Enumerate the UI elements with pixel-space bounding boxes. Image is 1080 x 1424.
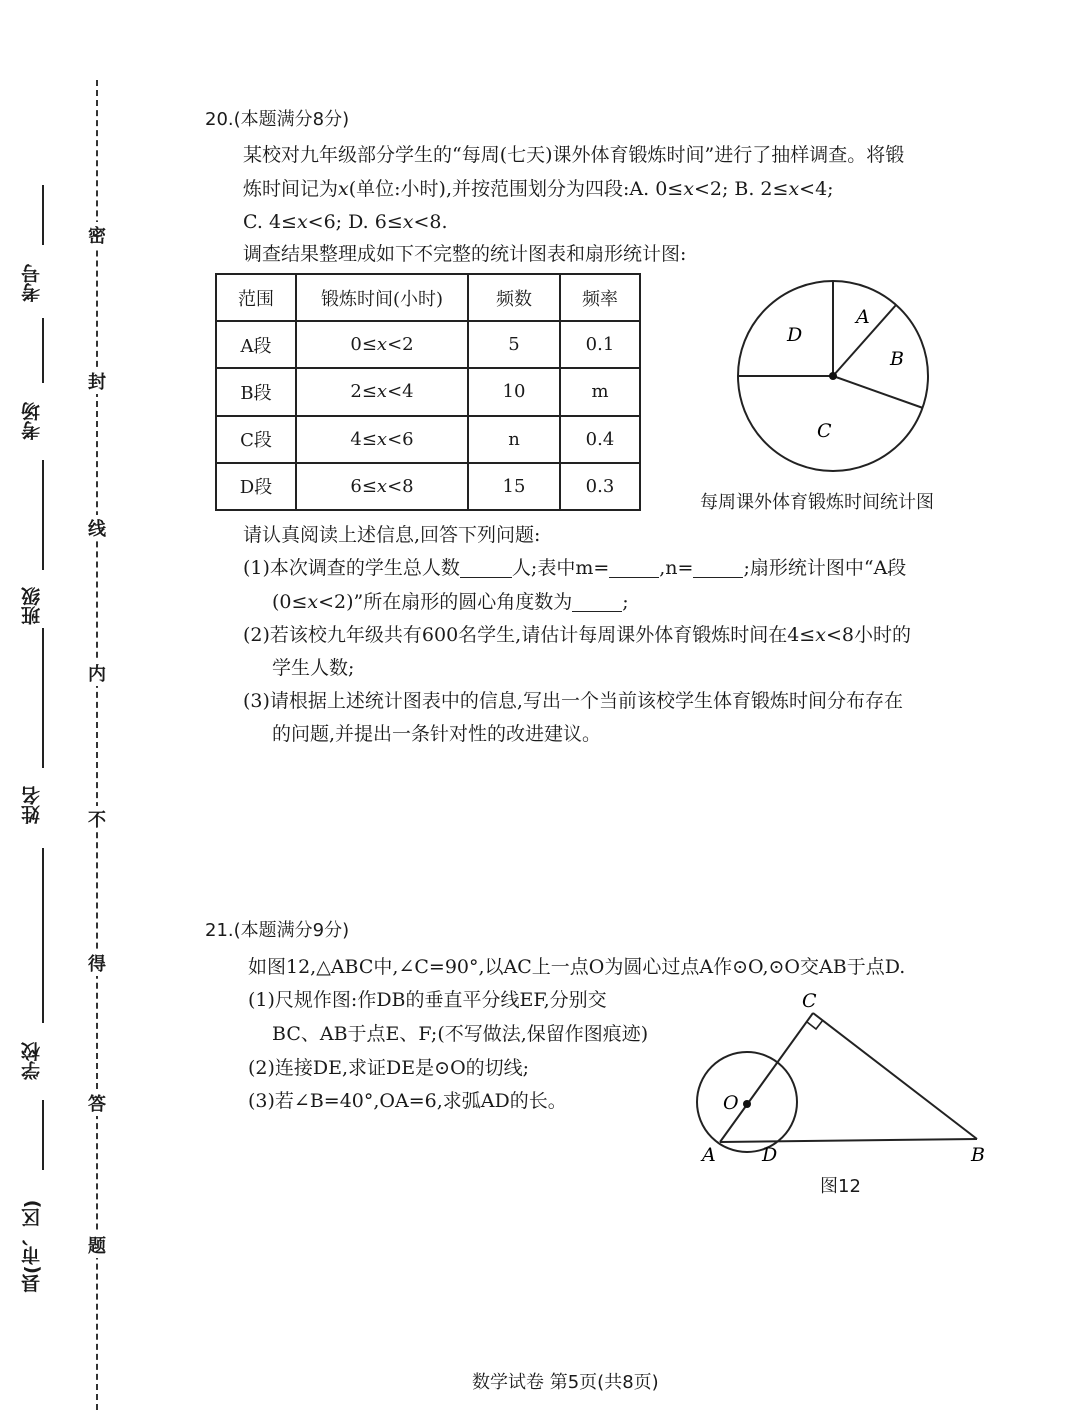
label-b: B [971, 1144, 985, 1166]
table-header: 频数 [468, 274, 560, 321]
q21-intro: 如图12,△ABC中,∠C=90°,以AC上一点O为圆心过点A作⊙O,⊙O交AB于点D. [248, 956, 906, 978]
table-cell: A段 [216, 321, 296, 368]
table-row [216, 368, 640, 415]
pie-label-c: C [817, 420, 832, 442]
pie-label-a: A [856, 306, 870, 328]
right-angle-mark [807, 1020, 823, 1029]
table-header: 锻炼时间(小时) [296, 274, 468, 321]
table-cell: m [560, 368, 640, 415]
table-header: 频率 [560, 274, 640, 321]
label-d: D [762, 1144, 778, 1166]
school-label: 学校 [21, 1042, 43, 1080]
county-label: 县(市、区) [21, 1199, 43, 1293]
pie-divider-b-c [833, 376, 923, 408]
pie-center-dot [829, 372, 837, 380]
seal-char-nei: 内 [86, 660, 108, 686]
figure-12-caption: 图12 [820, 1176, 861, 1197]
pie-label-d: D [787, 324, 803, 346]
school-line [42, 848, 44, 1023]
seal-dashed-line [96, 80, 98, 1410]
seal-char-feng: 封 [86, 368, 108, 394]
segment-ac [720, 1013, 813, 1142]
name-line [42, 628, 44, 768]
q20-sub3-line2: 的问题,并提出一条针对性的改进建议。 [272, 723, 602, 745]
table-cell: 10 [468, 368, 560, 415]
table-cell: 2≤x<4 [296, 368, 468, 415]
q20-sub2-line2: 学生人数; [272, 657, 355, 679]
q20-sub1-line1: (1)本次调查的学生总人数 人;表中m= ,n= ;扇形统计图中“A段 [243, 557, 907, 579]
table-cell: 5 [468, 321, 560, 368]
exam-number-label: 考号 [21, 264, 43, 302]
q20-sub3-line1: (3)请根据上述统计图表中的信息,写出一个当前该校学生体育锻炼时间分布存在 [243, 690, 903, 712]
exam-room-label: 考场 [21, 402, 43, 440]
pie-caption: 每周课外体育锻炼时间统计图 [700, 492, 934, 513]
table-cell: D段 [216, 463, 296, 510]
pie-label-b: B [890, 348, 904, 370]
q20-prompt: 请认真阅读上述信息,回答下列问题: [243, 524, 541, 546]
exam-number-line [42, 185, 44, 245]
table-cell: 0.4 [560, 416, 640, 463]
table-cell: 15 [468, 463, 560, 510]
q21-sub2: (2)连接DE,求证DE是⊙O的切线; [248, 1057, 530, 1079]
table-cell: 0.3 [560, 463, 640, 510]
county-line [42, 1100, 44, 1170]
seal-char-de: 得 [86, 950, 108, 976]
q20-intro-line3: C. 4≤x<6; D. 6≤x<8. [243, 211, 448, 233]
q20-sub1-line2: (0≤x<2)”所在扇形的圆心角度数为 ; [272, 591, 629, 613]
q21-header: 21.(本题满分9分) [205, 920, 350, 941]
label-c: C [802, 990, 817, 1012]
seal-char-mi: 密 [86, 222, 108, 248]
pie-chart [728, 275, 938, 485]
table-cell: B段 [216, 368, 296, 415]
q21-sub3: (3)若∠B=40°,OA=6,求弧AD的长。 [248, 1090, 567, 1112]
center-o-dot [743, 1100, 751, 1108]
q21-sub1-line1: (1)尺规作图:作DB的垂直平分线EF,分别交 [248, 989, 607, 1011]
segment-ab [720, 1139, 977, 1142]
q20-intro-line2: 炼时间记为x(单位:小时),并按范围划分为四段:A. 0≤x<2; B. 2≤x<4; [243, 178, 834, 200]
frequency-table [215, 273, 641, 511]
q21-sub1-line2: BC、AB于点E、F;(不写做法,保留作图痕迹) [272, 1023, 649, 1045]
segment-cb [813, 1013, 977, 1139]
q20-sub2-line1: (2)若该校九年级共有600名学生,请估计每周课外体育锻炼时间在4≤x<8小时的 [243, 624, 911, 646]
seal-char-xian: 线 [86, 515, 108, 541]
label-a: A [702, 1144, 716, 1166]
seal-char-ti: 题 [86, 1232, 108, 1258]
q20-intro-line4: 调查结果整理成如下不完整的统计图表和扇形统计图: [243, 243, 687, 265]
class-line [42, 460, 44, 570]
table-cell: n [468, 416, 560, 463]
table-row [216, 416, 640, 463]
page-footer: 数学试卷 第5页(共8页) [472, 1372, 659, 1393]
table-header-row [216, 274, 640, 321]
table-row [216, 321, 640, 368]
exam-room-line [42, 318, 44, 383]
table-cell: 6≤x<8 [296, 463, 468, 510]
seal-char-da: 答 [86, 1090, 108, 1116]
q20-header: 20.(本题满分8分) [205, 109, 350, 130]
class-label: 班级 [21, 587, 43, 625]
figure-12 [690, 985, 1000, 1170]
table-cell: 0.1 [560, 321, 640, 368]
name-label: 姓名 [21, 786, 43, 824]
seal-char-bu: 不 [86, 806, 108, 832]
table-cell: 0≤x<2 [296, 321, 468, 368]
table-cell: 4≤x<6 [296, 416, 468, 463]
table-row [216, 463, 640, 510]
table-cell: C段 [216, 416, 296, 463]
label-o: O [723, 1092, 739, 1114]
table-header: 范围 [216, 274, 296, 321]
q20-intro-line1: 某校对九年级部分学生的“每周(七天)课外体育锻炼时间”进行了抽样调查。将锻 [243, 144, 905, 166]
